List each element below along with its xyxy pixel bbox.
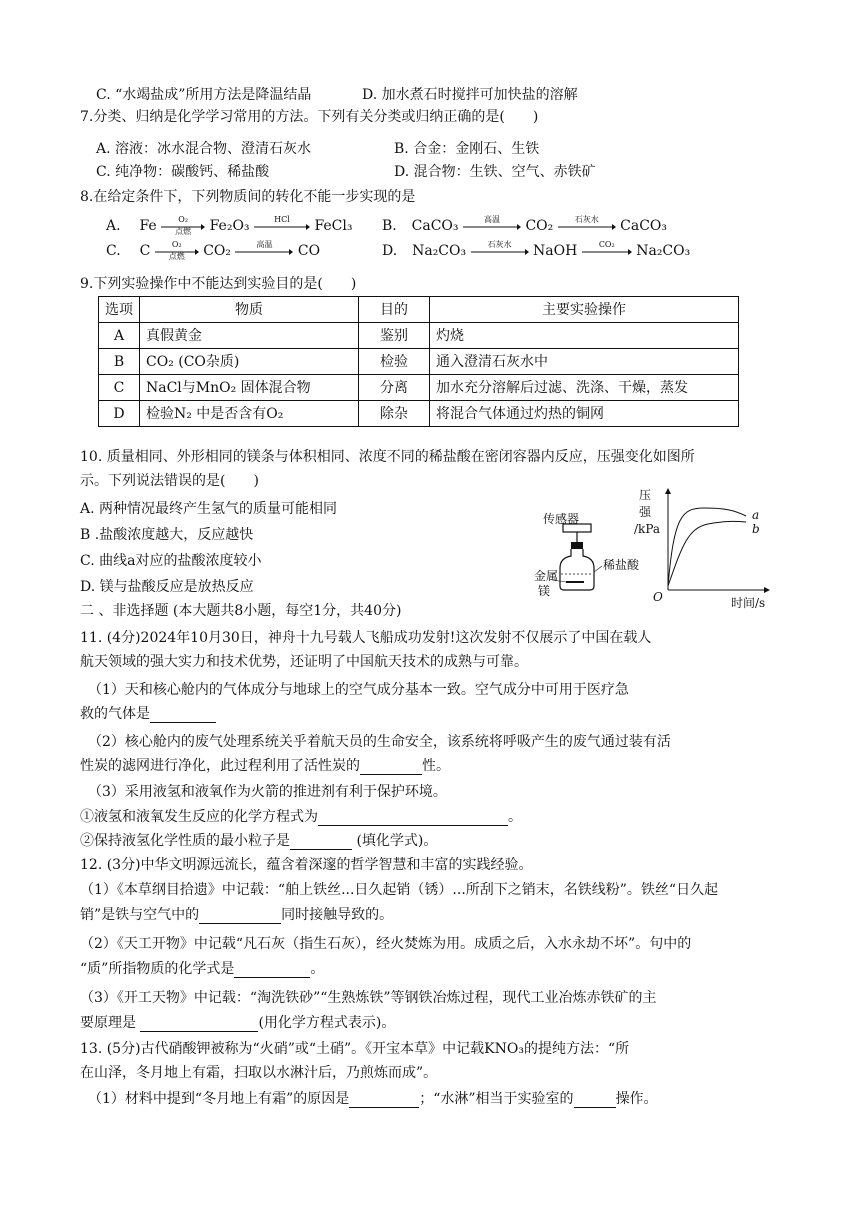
table-cell: 加水充分溶解后过滤、洗涤、干燥，蒸发 bbox=[430, 375, 739, 401]
q11-part2-text: 性炭的滤网进行净化，此过程利用了活性炭的 bbox=[80, 758, 360, 774]
q8-c-label: C. bbox=[106, 243, 121, 259]
q8-c-cond-2-top: 高温 bbox=[256, 240, 273, 249]
graph-ylabel-1: 压 bbox=[639, 488, 652, 502]
q7-stem: 7.分类、归纳是化学学习常用的方法。下列有关分类或归纳正确的是( ) bbox=[80, 109, 539, 125]
q8-b-arrow-2 bbox=[558, 217, 616, 235]
q6-option-d: D. 加水煮石时搅拌可加快盐的溶解 bbox=[362, 87, 578, 103]
q8-b-label: B. bbox=[382, 218, 397, 234]
q12-part2-line-2 bbox=[80, 960, 324, 978]
table-cell: 检验 bbox=[359, 349, 430, 375]
table-cell: 分离 bbox=[359, 375, 430, 401]
q11-part3a-end: 。 bbox=[508, 809, 522, 825]
arrow-icon bbox=[582, 249, 632, 255]
q8-b-arrow-1 bbox=[463, 217, 521, 235]
q13-part1-mid: ；“水淋”相当于实验室的 bbox=[419, 1091, 574, 1107]
table-row bbox=[99, 349, 739, 375]
q13-intro-line-1: 13. (5分)古代硝酸钾被称为“火硝”或“土硝”。《开宝本草》中记载KNO₃的提纯方法：“所 bbox=[80, 1041, 630, 1057]
q11-part1-text: 救的气体是 bbox=[80, 706, 150, 722]
arrow-icon bbox=[254, 224, 310, 230]
q8-d-arrow-2 bbox=[582, 242, 632, 260]
q11-part3a-line bbox=[80, 808, 522, 826]
table-cell: 鉴别 bbox=[359, 323, 430, 349]
arrow-icon bbox=[463, 224, 521, 230]
flask bbox=[560, 549, 594, 590]
q7-option-d: D. 混合物：生铁、空气、赤铁矿 bbox=[394, 164, 596, 180]
q12-part3-text: 要原理是 bbox=[80, 1015, 141, 1031]
q8-a-cond-1-bot: 点燃 bbox=[175, 227, 192, 236]
answer-blank[interactable] bbox=[199, 909, 281, 924]
q8-a-arrow-1 bbox=[161, 217, 205, 235]
graph-ylabel-2: 强 bbox=[639, 505, 652, 519]
q8-option-a bbox=[106, 217, 353, 235]
acid-label: 稀盐酸 bbox=[603, 558, 640, 572]
q12-part2-end: 。 bbox=[310, 961, 325, 977]
q11-part3b-line bbox=[80, 832, 437, 850]
metal-label-1: 金属 bbox=[534, 569, 559, 583]
q8-c-species-2: CO₂ bbox=[203, 243, 232, 259]
q8-d-species-3: Na₂CO₃ bbox=[636, 243, 691, 259]
q12-part2-text: “质”所指物质的化学式是 bbox=[80, 961, 235, 977]
table-cell: D bbox=[99, 401, 140, 427]
q10-option-a: A. 两种情况最终产生氢气的质量可能相同 bbox=[80, 501, 338, 517]
q10-option-c: C. 曲线a对应的盐酸浓度较小 bbox=[80, 553, 262, 569]
table-header-cell: 物质 bbox=[140, 297, 359, 323]
answer-blank[interactable] bbox=[360, 760, 422, 775]
q12-part1-text: 销”是铁与空气中的 bbox=[80, 907, 200, 923]
q11-part1-line-2 bbox=[80, 705, 216, 723]
q8-a-cond-2-top: HCl bbox=[274, 215, 290, 224]
q12-intro: 12. (3分)中华文明源远流长，蕴含着深邃的哲学智慧和丰富的实践经验。 bbox=[80, 857, 533, 873]
q7-option-a: A. 溶液：冰水混合物、澄清石灰水 bbox=[96, 141, 312, 157]
q8-b-cond-1-top: 高温 bbox=[483, 215, 500, 224]
section-2-heading: 二 、非选择题 (本大题共8小题，每空1分，共40分) bbox=[80, 603, 402, 619]
table-row bbox=[99, 401, 739, 427]
q12-part3-end: (用化学方程式表示)。 bbox=[258, 1015, 396, 1031]
q8-c-arrow-2 bbox=[235, 242, 293, 260]
q11-part2-end: 性。 bbox=[422, 758, 450, 774]
q8-d-label: D. bbox=[382, 243, 398, 259]
table-cell: 通入澄清石灰水中 bbox=[430, 349, 739, 375]
q11-part1-line-1: （1）天和核心舱内的气体成分与地球上的空气成分基本一致。空气成分中可用于医疗急 bbox=[88, 682, 629, 698]
q9-stem: 9.下列实验操作中不能达到实验目的是( ) bbox=[80, 276, 357, 292]
q6-option-c: C. “水竭盐成”所用方法是降温结晶 bbox=[96, 87, 312, 103]
q8-option-c bbox=[106, 242, 320, 260]
table-cell: 检验N₂ 中是否含有O₂ bbox=[140, 401, 359, 427]
pressure-time-graph bbox=[664, 486, 774, 594]
q10-option-b: B .盐酸浓度越大，反应越快 bbox=[80, 527, 254, 543]
table-header-row bbox=[99, 297, 739, 323]
q12-part1-line-1: （1）《本草纲目拾遗》中记载：“舶上铁丝...日久起销（锈）...所刮下之销末，名铁线粉”。铁丝“日久起 bbox=[80, 882, 719, 898]
table-cell: NaCl与MnO₂ 固体混合物 bbox=[140, 375, 359, 401]
q12-part2-line-1: （2）《天工开物》中记载“凡石灰（指生石灰），经火焚炼为用。成质之后，入水永劫不坏”。句中的 bbox=[80, 936, 692, 952]
q8-c-cond-1-top: O₂ bbox=[171, 240, 182, 249]
answer-blank[interactable] bbox=[318, 811, 508, 826]
q12-part1-end: 同时接触导致的。 bbox=[281, 907, 394, 923]
q8-a-species-2: Fe₂O₃ bbox=[209, 218, 250, 234]
q8-d-cond-1-top: 石灰水 bbox=[487, 240, 512, 249]
q12-part1-line-2 bbox=[80, 906, 393, 924]
q11-part2-line-2 bbox=[80, 757, 450, 775]
q8-d-species-1: Na₂CO₃ bbox=[412, 243, 467, 259]
q8-b-cond-2-top: 石灰水 bbox=[574, 215, 599, 224]
q8-a-label: A. bbox=[106, 218, 121, 234]
q8-option-b bbox=[382, 217, 667, 235]
q11-intro-line-2: 航天领域的强大实力和技术优势，还证明了中国航天技术的成熟与可靠。 bbox=[80, 654, 528, 670]
table-cell: CO₂ (CO杂质) bbox=[140, 349, 359, 375]
q13-part1-text: （1）材料中提到“冬月地上有霜”的原因是 bbox=[88, 1091, 350, 1107]
q12-part3-line-1: （3）《开工天物》中记载：“淘洗铁砂”“生熟炼铁”等钢铁冶炼过程，现代工业冶炼赤铁矿的主 bbox=[80, 990, 657, 1006]
q13-part1-line bbox=[88, 1090, 658, 1108]
q11-part3-line: （3）采用液氢和液氧作为火箭的推进剂有利于保护环境。 bbox=[88, 784, 447, 800]
table-cell: C bbox=[99, 375, 140, 401]
q9-table bbox=[98, 296, 739, 427]
table-cell: A bbox=[99, 323, 140, 349]
answer-blank[interactable] bbox=[290, 835, 352, 850]
answer-blank[interactable] bbox=[574, 1093, 616, 1108]
answer-blank[interactable] bbox=[234, 963, 310, 978]
q7-option-c: C. 纯净物：碳酸钙、稀盐酸 bbox=[96, 164, 270, 180]
table-cell: B bbox=[99, 349, 140, 375]
curve-a-label: a bbox=[752, 508, 760, 522]
curve-b-label: b bbox=[752, 522, 760, 536]
q11-part2-line-1: （2）核心舱内的废气处理系统关乎着航天员的生命安全，该系统将呼吸产生的废气通过装有活 bbox=[88, 734, 671, 750]
graph-ylabel-3: /kPa bbox=[634, 522, 661, 536]
curve-a bbox=[668, 508, 746, 586]
q10-stem-line-2: 示。下列说法错误的是( ) bbox=[80, 473, 259, 489]
q8-a-species-1: Fe bbox=[139, 218, 157, 234]
q12-part3-line-2 bbox=[80, 1014, 395, 1032]
table-cell: 真假黄金 bbox=[140, 323, 359, 349]
metal-label-2: 镁 bbox=[538, 584, 551, 598]
q8-d-cond-2-top: CO₂ bbox=[598, 240, 615, 249]
q8-c-species-1: C bbox=[139, 243, 151, 259]
q8-b-species-2: CO₂ bbox=[525, 218, 554, 234]
curve-b bbox=[668, 521, 746, 586]
q8-b-species-3: CaCO₃ bbox=[620, 218, 668, 234]
table-header-cell: 主要实验操作 bbox=[430, 297, 739, 323]
stopper bbox=[571, 542, 583, 549]
q11-part3b-end: (填化学式)。 bbox=[352, 833, 438, 849]
table-cell: 灼烧 bbox=[430, 323, 739, 349]
table-row bbox=[99, 375, 739, 401]
graph-origin: O bbox=[653, 590, 663, 604]
graph-xlabel: 时间/s bbox=[731, 596, 766, 610]
q8-option-d bbox=[382, 242, 690, 260]
q10-stem-line-1: 10. 质量相同、外形相同的镁条与体积相同、浓度不同的稀盐酸在密闭容器内反应，压强变化如图所 bbox=[80, 449, 695, 465]
q8-stem: 8.在给定条件下，下列物质间的转化不能一步实现的是 bbox=[80, 189, 416, 205]
arrow-icon bbox=[471, 249, 529, 255]
q11-intro-line-1: 11. (4分)2024年10月30日，神舟十九号载人飞船成功发射!这次发射不仅展示了中国在载人 bbox=[80, 630, 652, 646]
answer-blank[interactable] bbox=[150, 708, 216, 723]
table-header-cell: 目的 bbox=[359, 297, 430, 323]
q8-c-cond-1-bot: 点燃 bbox=[168, 252, 185, 261]
q8-a-cond-1-top: O₂ bbox=[178, 215, 189, 224]
q8-a-arrow-2 bbox=[254, 217, 310, 235]
q8-d-species-2: NaOH bbox=[533, 243, 578, 259]
answer-blank[interactable] bbox=[349, 1093, 419, 1108]
table-header-cell: 选项 bbox=[99, 297, 140, 323]
arrow-icon bbox=[235, 249, 293, 255]
table-cell: 除杂 bbox=[359, 401, 430, 427]
q11-part3b-text: ②保持液氢化学性质的最小粒子是 bbox=[80, 833, 290, 849]
table-row bbox=[99, 323, 739, 349]
q13-intro-line-2: 在山泽，冬月地上有霜，扫取以水淋汁后，乃煎炼而成”。 bbox=[80, 1065, 438, 1081]
q11-part3a-text: ①液氢和液氧发生反应的化学方程式为 bbox=[80, 809, 318, 825]
q7-option-b: B. 合金：金刚石、生铁 bbox=[394, 141, 540, 157]
q8-a-species-3: FeCl₃ bbox=[314, 218, 353, 234]
answer-blank[interactable] bbox=[140, 1017, 258, 1032]
arrow-icon bbox=[558, 224, 616, 230]
sensor-label: 传感器 bbox=[543, 512, 580, 526]
q8-d-arrow-1 bbox=[471, 242, 529, 260]
q8-b-species-1: CaCO₃ bbox=[411, 218, 459, 234]
table-cell: 将混合气体通过灼热的铜网 bbox=[430, 401, 739, 427]
q8-c-species-3: CO bbox=[297, 243, 321, 259]
q8-c-arrow-1 bbox=[155, 242, 199, 260]
q13-part1-end: 操作。 bbox=[615, 1091, 658, 1107]
q10-option-d: D. 镁与盐酸反应是放热反应 bbox=[80, 579, 254, 595]
